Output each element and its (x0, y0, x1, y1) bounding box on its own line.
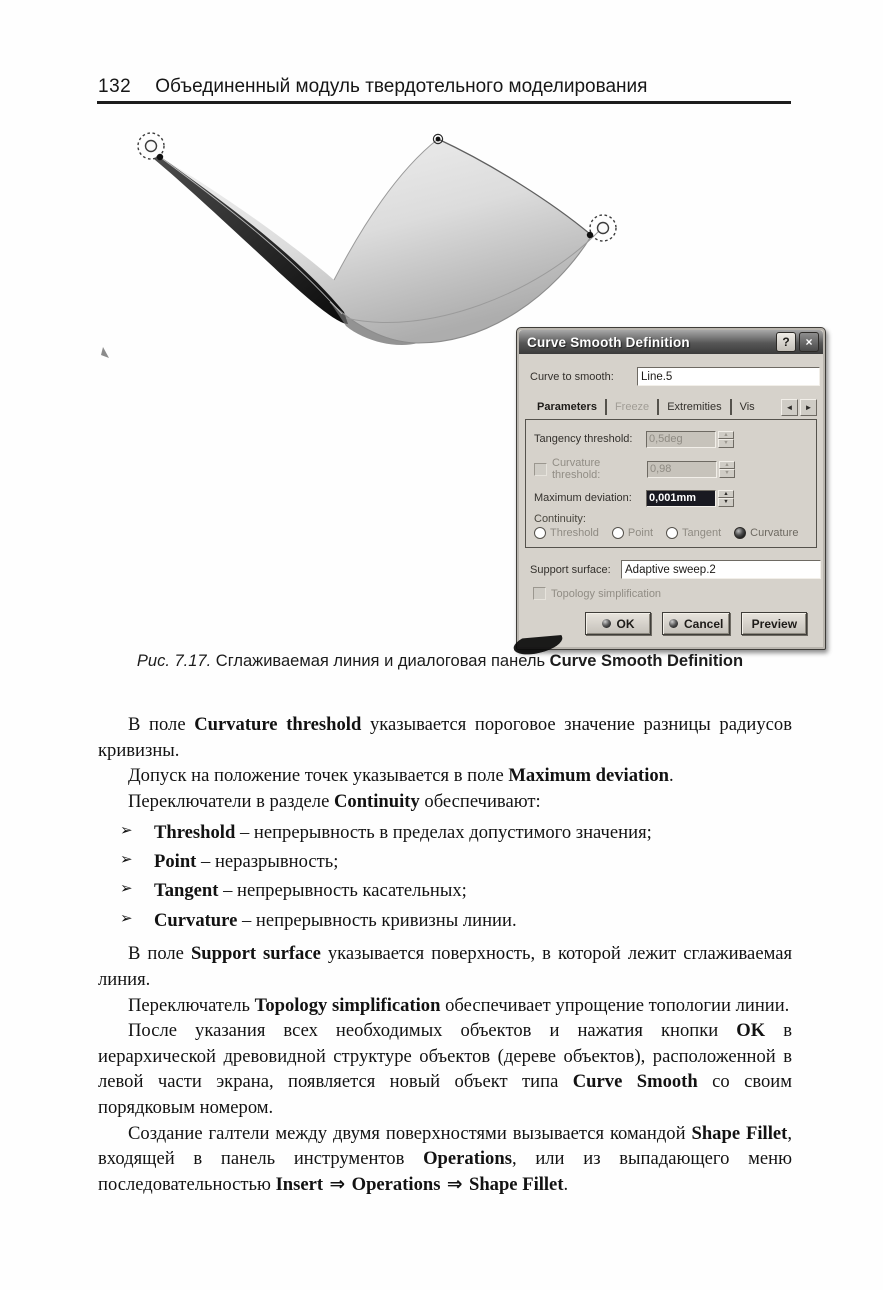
left-anchor-target-icon (138, 133, 164, 160)
tangency-threshold-label: Tangency threshold: (534, 433, 633, 445)
curve-to-smooth-input[interactable] (637, 367, 820, 386)
curvature-threshold-label: Curvature threshold: (552, 457, 601, 481)
curvature-threshold-field[interactable]: 0,98 (647, 461, 717, 478)
tab-separator (730, 399, 732, 415)
cancel-button[interactable] (662, 612, 730, 635)
tab-scroll-buttons (779, 399, 817, 416)
radio-label: Threshold (550, 527, 599, 539)
tab-strip (530, 396, 817, 418)
radio-point[interactable] (612, 527, 653, 539)
curvature-threshold-row (534, 457, 735, 481)
bullet-item: ➢ Point – неразрывность; (120, 850, 339, 873)
curve-to-smooth-label: Curve to smooth: (530, 371, 614, 383)
maximum-deviation-row (534, 489, 734, 507)
bullet-item: ➢ Curvature – непрерывность кривизны линии. (120, 908, 517, 931)
radio-label: Tangent (682, 527, 722, 539)
paragraph: В поле Support surface указывается поверхность, в которой лежит сглаживаемая линия. (98, 943, 793, 990)
radio-curvature[interactable] (734, 527, 798, 539)
support-surface-label: Support surface: (530, 564, 611, 576)
page-number: 132 (98, 76, 132, 97)
bullet-arrow-icon: ➢ (120, 820, 133, 839)
tab-freeze[interactable]: Freeze (614, 401, 650, 413)
tab-separator (605, 399, 607, 415)
dialog-title: Curve Smooth Definition (527, 334, 690, 350)
running-head (98, 76, 792, 98)
spinner-up-icon[interactable]: ▲ (719, 461, 735, 470)
right-anchor-target-icon (587, 215, 616, 241)
continuity-radio-group (534, 527, 812, 539)
topology-simplification-label: Topology simplification (551, 587, 662, 600)
dialog-buttons (585, 612, 807, 635)
radio-icon (666, 527, 678, 539)
tab-scroll-right-icon[interactable]: ► (800, 399, 817, 416)
bullet-item: ➢ Tangent – непрерывность касательных; (120, 879, 467, 902)
curve-smooth-definition-dialog (516, 327, 826, 650)
spinner-down-icon[interactable]: ▼ (718, 439, 734, 448)
button-label: OK (616, 616, 635, 631)
ok-button[interactable] (585, 612, 651, 635)
paragraph: Переключатели в разделе Continuity обеспечивают: (128, 790, 541, 812)
tangency-threshold-field[interactable]: 0,5deg (646, 431, 716, 448)
tangency-threshold-spinner[interactable] (718, 431, 734, 448)
bullet-item: ➢ Threshold – непрерывность в пределах допустимого значения; (120, 820, 652, 843)
bullet-arrow-icon: ➢ (120, 850, 133, 869)
radio-icon (534, 527, 546, 539)
topology-simplification-option[interactable] (533, 587, 661, 600)
continuity-label: Continuity: (534, 513, 586, 525)
radio-tangent[interactable] (666, 527, 721, 539)
dialog-titlebar[interactable] (519, 330, 823, 354)
chapter-title: Объединенный модуль твердотельного моделирования (155, 76, 648, 97)
topology-simplification-checkbox[interactable] (533, 587, 546, 600)
maximum-deviation-field[interactable]: 0,001mm (646, 490, 716, 507)
help-button[interactable]: ? (776, 332, 796, 352)
surface-bowl (160, 139, 592, 343)
tab-parameters[interactable]: Parameters (537, 401, 597, 413)
tab-separator (657, 399, 659, 415)
caption-term: Curve Smooth Definition (549, 652, 744, 670)
support-surface-input[interactable] (621, 560, 821, 579)
paragraph: Создание галтели между двумя поверхностями вызывается командой Shape Fillet, входящей в панель инструментов Operations, или из выпадающего меню последовательностью Insert ⇒ Operations ⇒ Shape Fillet. (98, 1122, 792, 1196)
body-text (98, 712, 792, 1198)
tab-vis[interactable]: Vis (739, 401, 755, 413)
button-label: Preview (751, 616, 798, 631)
maximum-deviation-label: Maximum deviation: (534, 492, 632, 504)
close-button[interactable]: × (799, 332, 819, 352)
button-label: Cancel (684, 616, 724, 631)
tangency-threshold-row (534, 430, 734, 448)
bullet-list (98, 820, 792, 935)
radio-threshold[interactable] (534, 527, 599, 539)
radio-label: Curvature (750, 527, 799, 539)
maximum-deviation-spinner[interactable] (718, 490, 734, 507)
preview-button[interactable] (741, 612, 807, 635)
spinner-up-icon[interactable]: ▲ (718, 490, 734, 499)
radio-icon (734, 527, 746, 539)
tab-extremities[interactable]: Extremities (667, 401, 722, 413)
curvature-threshold-checkbox[interactable] (534, 463, 547, 476)
ok-button-icon (602, 619, 611, 628)
caption-text: Сглаживаемая линия и диалоговая панель (215, 652, 550, 670)
print-artifact-mark (101, 347, 109, 358)
paragraph: Допуск на положение точек указывается в поле Maximum deviation. (128, 765, 674, 787)
cancel-button-icon (669, 619, 678, 628)
parameters-tab-panel (525, 419, 817, 548)
bullet-arrow-icon: ➢ (120, 879, 133, 898)
caption-number: Рис. 7.17. (136, 652, 216, 670)
spinner-down-icon[interactable]: ▼ (718, 498, 734, 507)
bullet-arrow-icon: ➢ (120, 908, 133, 927)
figure-caption (60, 652, 820, 671)
curvature-threshold-spinner[interactable] (719, 461, 735, 478)
surface-dark-band (154, 155, 348, 324)
tab-scroll-left-icon[interactable]: ◄ (781, 399, 798, 416)
paragraph: Переключатель Topology simplification обеспечивает упрощение топологии линии. (128, 994, 790, 1016)
spinner-down-icon[interactable]: ▼ (719, 469, 735, 478)
radio-icon (612, 527, 624, 539)
spinner-up-icon[interactable]: ▲ (718, 431, 734, 440)
paragraph: В поле Curvature threshold указывается пороговое значение разницы радиусов кривизны. (98, 714, 792, 761)
paragraph: После указания всех необходимых объектов и нажатия кнопки OK в иерархической древовидной структуре объектов (дереве объектов), расположенной в левой части экрана, появляется новый объект типа Curve Smooth со своим порядковым номером. (98, 1020, 793, 1119)
radio-label: Point (627, 527, 653, 539)
header-rule (97, 101, 791, 104)
